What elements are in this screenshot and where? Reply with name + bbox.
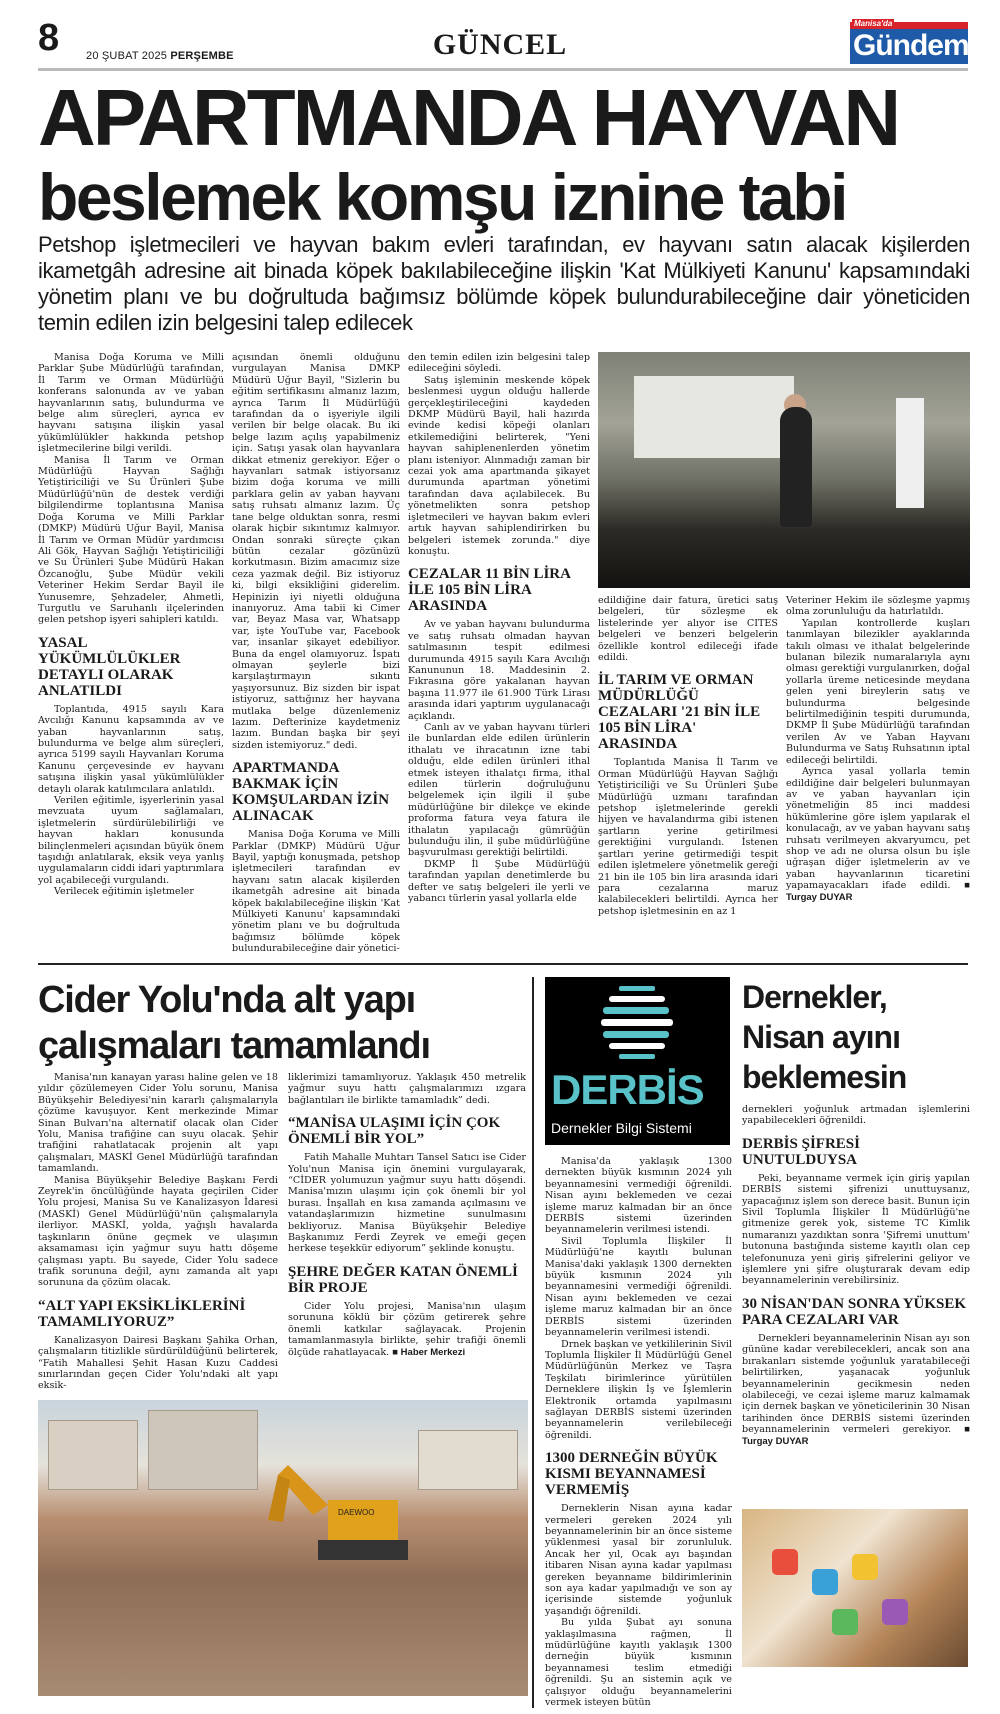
weekday-text: PERŞEMBE [170,50,234,62]
byline: ■ Turgay DUYAR [786,880,970,903]
headline-line-2: beslemek komşu iznine tabi [38,160,846,234]
paragraph: Manisa İl Tarım ve Orman Müdürlüğü Hayvan Sağlığı Yetiştiriciliği ve Su Ürünleri Şube Müdürlüğü'nün de destek verdiği bilgilendirme toplantısına Manisa Doğa Koruma ve Milli Parklar (DMKP) Müdürü Uğur Bayil, Manisa İl Tarım ve Orman Müdür yardımcısı Ali Gök, Hayvan Sağlığı Yetiştiriciliği ve Su Ürünleri Şube Müdürü Hakan Özcanoğlu, Şube Müdür vekili Veteriner Hekim Serdar Bayil ile Yunusemre, Şehzadeler, Ahmetli, Turgutlu ve Saruhanlı ilçelerinden gelen petshop işyeri sahipleri katıldı. [38,454,224,626]
excavator-brand: DAEWOO [338,1508,375,1517]
paragraph: Fatih Mahalle Muhtarı Tansel Satıcı ise Cider Yolu'nun Manisa için önemini vurgulayarak, “CİDER yolumuzun yağmur suyu hattı döşendi. Manisa'mızın ulaşımı için çok önemli bir yol burası. İnşallah en kısa zamanda açılmasını ve vatandaşlarımızın hizmetine sunulmasını bekliyoruz. Manisa Büyükşehir Belediye Başkanımız Ferdi Zeyrek ve emeği geçen herkese teşekkür ediyorum” şeklinde konuştu. [288,1152,526,1255]
paragraph: den temin edilen izin belgesini talep edileceğini söyledi. [408,352,590,375]
speaker-figure [780,407,812,527]
paragraph [742,1333,970,1447]
construction-photo [38,1400,528,1696]
headline-line: Nisan ayını [742,1019,900,1055]
subheading: “MANİSA ULAŞIMI İÇİN ÇOK ÖNEMLİ BİR YOL” [288,1115,501,1148]
building [148,1410,258,1490]
paragraph: Satış işleminin meskende köpek beslenmesi uygun olduğu hallerde gerçekleştirileceğini kaydeden DKMP Müdürü Bayil, hali hazırda evinde kedisi köpeği olanları etkilemediğini belirterek, "Yeni hayvan sahiplenenlerden yönetim planı isteniyor. Alınmadığı zaman bir cezai yok ama apartmanda şikayet durumunda apartman yönetimi tarafından dava açılabilecek. Bu yönetmelikten sonra petshop işletmecileri ve hayvan bakım evleri artık hayvan sahiplendirirken bu belgeleri istemek zorunda." diye konuştu. [408,374,590,557]
paragraph: açısından önemli olduğunu vurgulayan Manisa DMKP Müdürü Uğur Bayil, "Sizlerin bu eğitim sertifikasını almanız lazım, ayrıca Tarım İl Müdürlüğü tarafından da o işyeriyle ilgili verilen bir belge olacak. Bu iki belge lazım açılış yapabilmeniz için. Satışı yasak olan hayvanlara dikkat etmeniz gerekiyor. Eğer o hayvanları satmak istiyorsanız bizim doğa koruma ve milli parklara gelin av yaban hayvanı satış ruhsatı almanız lazım. Üç tane belge olduktan sonra, resmi olarak hiçbir sıkıntımız kalmıyor. Ondan sonraki süreçte çıkan bütün cezalar gözünüzü korkutmasın. Bizim amacımız size ceza yazmak değil. Biz istiyoruz ki, bilgi eksikliğini giderelim. Hepinizin iyi niyetli olduğuna inanıyoruz. Ama tabii ki Cimer var, Beyaz Masa var, Whatsapp var, işte YouTube var, Facebook var, insanlar şikayet edebiliyor. Buna da engel olamıyoruz. İspatı olmayan şeylerle bizi karşılaştırmayın sıkıntı yaşıyorsunuz. Biz sizden bir ispat istiyoruz, sattığınız her hayvana mutlaka belge düzenlemeniz lazım. Defterinize kaydetmeniz lazım. Bundan başka bir şeyi sizden istemiyoruz." dedi. [232,352,400,751]
paragraph: Peki, beyanname vermek için giriş yapılan DERBİS sistemi şifrenizi unuttuysanız, yapacağınız işlem son derece basit. Bunun için Sivil Toplumla İlişkiler İl Müdürlüğü'ne gitmenize gerek yok, sisteme TC Kimlik numaranızı yazdıktan sonra 'Şifremi unuttum' butonuna bastığında sisteme kayıtlı olan cep telefonunuza yeni giriş şifrelerini geliyor ve işlemlere yni şifre oluşturarak devam edip beyannamelerinin verebilirsiniz. [742,1172,970,1287]
excavator-tracks [318,1540,408,1560]
paragraph: Kanalizasyon Dairesi Başkanı Şahika Orhan, çalışmaların titizlikle sürdürüldüğünü belirterek, “Fatih Mahallesi Şehit Hasan Kuzu Caddesi sınırlarından geçen Cider Yolu'ndaki alt yapı eksik- [38,1334,278,1392]
paragraph: Manisa Doğa Koruma ve Milli Parklar Şube Müdürlüğü tarafından, İl Tarım ve Orman Müdürlüğü konferans salonunda av ve yaban hayvanlarının satış, bulundurma ve belge alım süreçleri, ayrıca ev hayvanı satışına ilişkin yasal yükümlülükler hakkında petshop işletmecilerine bilgi verildi. [38,352,224,455]
paragraph: Drnek başkan ve yetkililerinin Sivil Toplumla İlişkiler İl Müdürlüğü Genel Müdürlüğünün Merkez ve Taşra Teşkilatı birimlerince yürütülen Derneklere ilişkin İş ve İşlemlerin Elektronik ortamda yapılmasını sağlayan DERBİS sistemi üzerinden beyannamelerin verilebileceği öğrenildi. [545,1338,732,1441]
derbis-wordmark: DERBİS [551,1066,704,1113]
paragraph: Sivil Toplumla İlişkiler İl Müdürlüğü'ne kayıtlı bulunan Manisa'daki yaklaşık 1300 dernekten büyük kısmının 2024 yılı beyannamesini vermediği öğrenildi. Nisan ayını beklemeden ve cezai işleme maruz kalmadan bir an önce DERBİS sistemi üzerinden beyannamelerin verilmesi istendi. [545,1235,732,1339]
story-deck: Petshop işletmecileri ve hayvan bakım evleri tarafından, ev hayvanı satın alacak kişilerden ikametgâh adresine ait binada köpek bakılabileceğine ilişkin 'Kat Mülkiyeti Kanunu' kapsamındaki yönetim planı ve bu doğrultuda bağımsız bölümde köpek bulundurabileceğine dair yöneticiden temin edilen izin belgesini talep edilecek [38,232,970,335]
building [48,1420,138,1490]
subheading: ŞEHRE DEĞER KATAN ÖNEMLİ BİR PROJE [288,1263,518,1296]
story1-column-3 [408,352,590,904]
byline: ■ Haber Merkezi [392,1346,466,1358]
paragraph: Veteriner Hekim ile sözleşme yapmış olma zorunluluğu da hatırlatıldı. [786,595,970,618]
story1-column-1 [38,352,224,898]
paragraph: edildiğine dair fatura, üretici satış belgeleri, tür sözleşme ek listelerinde yer alıyor ise CITES belgeleri ve benzeri belgelerin özellikle kontrol edileceği ifade edildi. [598,595,778,664]
paragraph-text: Ayrıca yasal yollarla temin edildiğine dair belgeleri bulunmayan av ve yaban hayvanları için yönetmeliğin 85 inci maddesi hükümlerine göre işlem yapılarak el konulacağı, av ve yaban hayvanı satış ruhsatı verilmeyen akvaryumcu, pet shop ve adı ne olursa olsun bu işle uğraşan diğer işletmelerin av ve yaban hayvanlarının ticaretini yapamayacakları ifade edildi. [786,766,970,892]
projection-screen [634,376,794,458]
paragraph: Canlı av ve yaban hayvanı türleri ile bunlardan elde edilen ürünlerin ithalatı ve ihracatının izne tabi olduğu, elde edilen ürünleri ithal etmek isteyen ithalatçı firma, ithal edilen türlerin doğruluğunu belgelemek için ilgili il şube müdürlüğüne bir dilekçe ve ekinde proforma fatura veya fatura ile ithalatın yapılacağı gümrüğün bulunduğu ilin, il şube müdürlüğüne başvurulması gerektiği belirtildi. [408,721,590,859]
byline-name: Turgay DUYAR [742,1435,809,1447]
page-number: 8 [38,17,60,59]
headline-line-1: APARTMANDA HAYVAN [38,73,899,162]
logo-wordmark: Gündem [850,29,968,64]
subheading: APARTMANDA BAKMAK İÇİN KOMŞULARDAN İZİN ALINACAK [232,760,390,825]
byline-name: Turgay DUYAR [786,891,853,903]
subheading: 30 NİSAN'DAN SONRA YÜKSEK PARA CEZALARI VAR [742,1295,967,1328]
excavator-cab [328,1500,398,1540]
derbis-headline [742,977,970,1097]
subheading: CEZALAR 11 BİN LİRA İLE 105 BİN LİRA ARASINDA [408,566,571,615]
subheading: DERBİS ŞİFRESİ UNUTULDUYSA [742,1135,860,1168]
header-rule [38,68,968,71]
paragraph-text: Cider Yolu projesi, Manisa'nın ulaşım sorununa köklü bir çözüm getirerek şehre önemli katkılar sağlayacak. Projenin tamamlanmasıyla birlikte, şehir trafiği önemli ölçüde rahatlayacak. [288,1300,526,1358]
paragraph: Av ve yaban hayvanı bulundurma ve satış ruhsatı olmadan hayvan satılmasının tespit edilmesi durumunda 4915 sayılı Kara Avcılığı Kanununun 18. Maddesinin 2. Fıkrasına göre yakalanan hayvan başına 11.977 ile 61.900 Türk Lirası arasında idari yaptırım uygulanacağı açıklandı. [408,619,590,722]
section-title: GÜNCEL [432,28,568,61]
excavator-boom [268,1475,290,1522]
paragraph: Bu yılda Şubat ayı sonuna yaklaşılmasına rağmen, İl müdürlüğüne kayıtlı yaklaşık 1300 derneğin büyük kısmının beyannamesi teslim etmediği öğrenildi. Şu an sistemin açık ve çalışıyor olduğu beyannamelerini vermek isteyen bütün [545,1617,732,1709]
byline: ■ Turgay DUYAR [742,1424,970,1447]
subheading: İL TARIM VE ORMAN MÜDÜRLÜĞÜ CEZALARI '21 BİN İLE 105 BİN LİRA' ARASINDA [598,672,761,753]
paragraph: Verilen eğitimle, işyerlerinin yasal mevzuata uyum sağlamaları, işletmelerin sürdürülebilirliği ve hayvan hakları konusunda bilinçlenmeleri açısından büyük önem taşıdığı anlatılarak, eksik veya yanlış uygulamaların ciddi idari yaptırımlara yol açabileceği vurgulandı. [38,795,224,886]
paragraph: Derneklerin Nisan ayına kadar vermeleri gereken 2024 yılı beyannamelerinin bir an önce sisteme yüklenmesi yasal bir zorunluluk. Ancak her yıl, Ocak ayı başından itibaren Nisan ayına kadar yapılması gereken beyanname bildirimlerinin son aya kadar yapılmadığı ve son ay içerisinde sistemde yoğunluk yaşandığı öğrenildi. [545,1503,732,1617]
paragraph: liklerimizi tamamlıyoruz. Yaklaşık 450 metrelik yağmur suyu hattı çalışmalarımızı ızgara bağlantıları ile birlikte tamamladık” dedi. [288,1072,526,1106]
story1-column-5 [786,595,970,903]
subheading: 1300 DERNEĞİN BÜYÜK KISMI BEYANNAMESİ VERMEMİŞ [545,1450,718,1499]
puzzle-piece [852,1554,878,1580]
building [418,1430,518,1490]
paragraph: Manisa Doğa Koruma ve Milli Parklar (DMKP) Müdürü Uğur Bayil, yaptığı konuşmada, petshop işletmecileri tarafından ev hayvanı satın alacak kişilerden ikametgâh adresine ait binada köpek bakılabileceğine ilişkin 'Kat Mülkiyeti Kanunu' kapsamındaki yönetim planı ve bu doğrultuda bağımsız bölümde köpek bulundurabileceğine dair yönetici- [232,829,400,955]
derbis-subtitle: Dernekler Bilgi Sistemi [551,1120,692,1136]
puzzle-piece [812,1569,838,1595]
story2-column-1 [38,1072,278,1392]
story2-column-2 [288,1072,526,1358]
date-text: 20 ŞUBAT 2025 [86,50,168,62]
excavator-illustration [268,1460,428,1580]
paragraph [288,1301,526,1358]
paragraph: dernekleri yoğunluk artmadan işlemlerini yapabilecekleri öğrenildi. [742,1104,970,1127]
paragraph: Manisa'nın kanayan yarası haline gelen ve 18 yıldır çözülemeyen Cider Yolu sorunu, Manisa Büyükşehir Belediyesi'nin kararlı çalışmalarıyla çözüme kavuşuyor. Kent merkezinde Mimar Sinan Bulvarı'na alternatif olacak olan Cider Yolu, Manisa trafiğine can suyu olacak. Şehir trafiğini rahatlatacak projenin alt yapı çalışmaları, MASKİ Genel Müdürlüğü tarafından tamamlandı. [38,1072,278,1175]
subheading: “ALT YAPI EKSİKLİKLERİNİ TAMAMLIYORUZ” [38,1297,246,1330]
conference-photo [598,352,970,588]
puzzle-piece [832,1609,858,1635]
newspaper-logo[interactable] [850,19,969,64]
paragraph: Verilecek eğitimin işletmeler [54,886,194,898]
subheading: YASAL YÜKÜMLÜLÜKLER DETAYLI OLARAK ANLATILDI [38,634,181,699]
paragraph: Yapılan kontrollerde kuşları tanımlayan bilezikler ayaklarında takılı olması ve ithalat belgelerinde bulanan bilezik numaralarıyla aynı olması gerektiği vurgulanırken, doğal yollarla üreme neticesinde meydana gelen yeni bireylerin satış ve bulundurma belgesinde belirtilmediğinin tespiti durumunda, DKMP İl Şube Müdürlüğü tarafından verilen Av ve Yaban Hayvanı Bulundurma ve Satış Ruhsatının iptal edileceği belirtildi. [786,617,970,766]
paragraph-text: Dernekleri beyannamelerinin Nisan ayı son gününe kadar verebilecekleri, ancak son ana bırakanları sistemde yoğunluk yaratabileceği belirtilirken, yaşanacak yoğunluk beyannamelerinin gecikmesin neden olabileceği, ve cezai işleme maruz kalmamak için dernek başkan ve yöneticilerinin 30 Nisan tarihinden önce DERBİS sistemi üzerinden beyannamelerinin vermeleri gerekiyor. [742,1332,970,1436]
derbis-globe-icon [597,982,677,1062]
derbis-logo [545,977,730,1145]
column-divider [532,977,534,1708]
paragraph: Toplantıda, 4915 sayılı Kara Avcılığı Kanunu kapsamında av ve yaban hayvanlarının satış, bulundurma ve belge alım süreçleri, ayrıca 5199 sayılı Hayvanları Koruma Kanunu çerçevesinde ev hayvanı satışına ilişkin yasal yükümlülükler detaylı olarak katılımcılara anlatıldı. [38,703,224,795]
headline-line: Dernekler, [742,979,887,1015]
puzzle-piece [882,1599,908,1625]
story3-column-1 [545,1156,732,1708]
cider-headline-line-1: Cider Yolu'nda alt yapı [38,979,416,1021]
headline-line: beklemesin [742,1059,907,1095]
paragraph: Toplantıda Manisa İl Tarım ve Orman Müdürlüğü Hayvan Sağlığı Yetiştiriciliği ve Su Ürünleri Şube Müdürlüğü uzmanı tarafından petshop işletmelerinde gerekli hijyen ve havalandırma gibi istenen şartların yerine getirilmesi gerektiğini vurgulandı. İstenen şartları yerine getirmediği tespit edilen işletmelere yönetmelik gereği 21 bin ile 105 bin lira arasında idari para cezalarına maruz kalabilecekleri belirtildi. Ayrıca her petshop işletmesinin en az 1 [598,757,778,917]
puzzle-hands-photo [742,1509,968,1667]
byline-name: Haber Merkezi [400,1346,466,1358]
story3-column-2 [742,1104,970,1447]
cider-headline-line-2: çalışmaları tamamlandı [38,1025,430,1067]
logo-kicker: Manisa'da [854,19,893,28]
story1-column-2 [232,352,400,955]
story1-column-4 [598,595,778,917]
paragraph: Manisa Büyükşehir Belediye Başkanı Ferdi Zeyrek'in öncülüğünde hayata geçirilen Cider Yolu projesi, Manisa Su ve Kanalizasyon İdaresi (MASKİ) Genel Müdürlüğü'nün çalışmalarıyla ilerliyor. MASKİ, yolda, yağışlı havalarda taşkınların önüne geçmek ve ulaşımın aksamaması için yağmur suyu hattı döşeme çalışması yaptı. Bu sayede, Cider Yolu sadece trafik sorununa değil, aynı zamanda alt yapı sorununa da çözüm olacak. [38,1174,278,1289]
story-divider [38,963,968,965]
issue-date [86,50,234,62]
paragraph: Manisa'da yaklaşık 1300 dernekten büyük kısmının 2024 yılı beyannamesini vermediği öğrenildi. Nisan ayını beklemeden ve cezai işleme maruz kalmadan bir an önce DERBİS sistemi üzerinden beyannamelerin verilmesi istendi. [545,1156,732,1236]
paragraph [786,766,970,903]
paragraph: DKMP İl Şube Müdürlüğü tarafından yapılan denetimlerde bu defter ve satış belgeleri ile yerli ve yabancı türlerin yasal yollarla elde [408,858,590,905]
puzzle-piece [772,1549,798,1575]
air-conditioner [896,398,924,508]
